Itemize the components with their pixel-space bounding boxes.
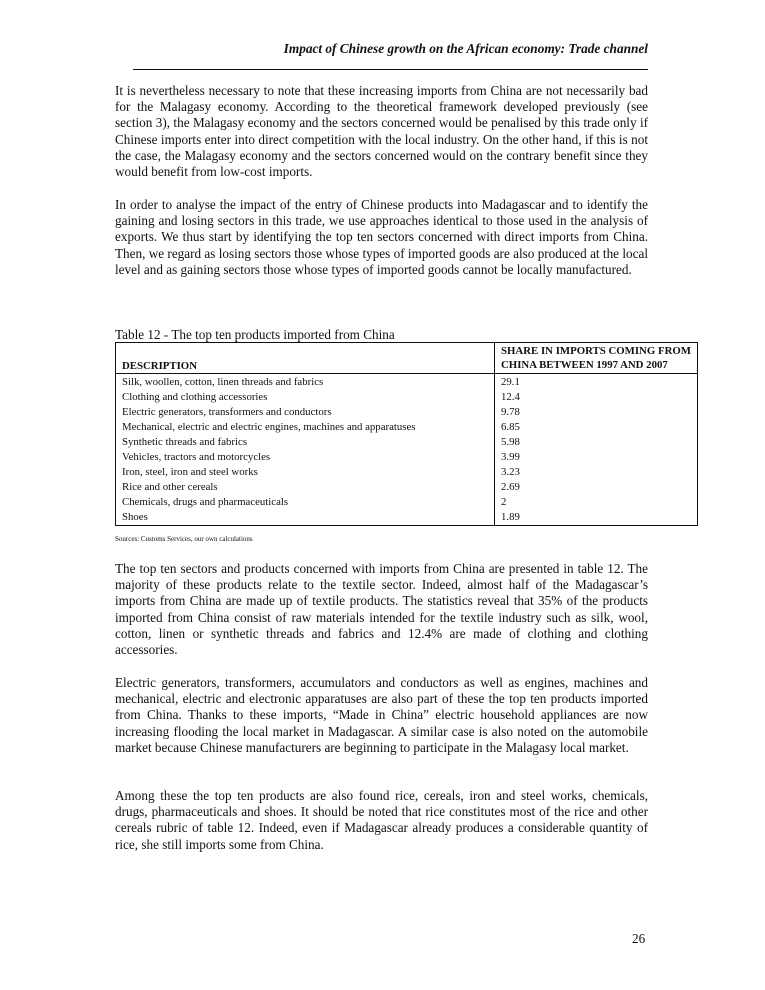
- paragraph-4: Electric generators, transformers, accumulators and conductors as well as engines, machines and mechanical, electric and electronic apparatuses are also part of these the top ten products imported from China. Thanks to these imports, “Made in China” electric household appliances are now increasing flooding the local market in Madagascar. A similar case is also noted on the automobile market because Chinese manufacturers are beginning to participate in the Malagasy local market.: [115, 675, 648, 755]
- table-row: [116, 495, 698, 510]
- row-description: Chemicals, drugs and pharmaceuticals: [116, 495, 495, 510]
- table-row: [116, 480, 698, 495]
- row-description: Mechanical, electric and electric engines, machines and apparatuses: [116, 420, 495, 435]
- table-sources-note: Sources: Customs Services, our own calculations: [115, 535, 253, 543]
- row-description: Electric generators, transformers and conductors: [116, 405, 495, 420]
- imports-table: [115, 342, 698, 526]
- row-description: Clothing and clothing accessories: [116, 390, 495, 405]
- table-row: [116, 420, 698, 435]
- table-header-row: [116, 343, 698, 374]
- paragraph-1: It is nevertheless necessary to note that these increasing imports from China are not necessarily bad for the Malagasy economy. According to the theoretical framework developed previously (see section 3), the Malagasy economy and the sectors concerned would be penalised by this trade only if Chinese imports enter into direct competition with the local industry. On the other hand, if this is not the case, the Malagasy economy and the sectors concerned would on the contrary benefit since they would benefit from low-cost imports.: [115, 83, 648, 180]
- row-share: 2.69: [495, 480, 698, 495]
- row-share: 9.78: [495, 405, 698, 420]
- row-share: 29.1: [495, 374, 698, 390]
- row-share: 12.4: [495, 390, 698, 405]
- row-description: Rice and other cereals: [116, 480, 495, 495]
- row-share: 5.98: [495, 435, 698, 450]
- row-description: Vehicles, tractors and motorcycles: [116, 450, 495, 465]
- table-row: [116, 510, 698, 526]
- row-share: 1.89: [495, 510, 698, 526]
- table-row: [116, 435, 698, 450]
- table-row: [116, 405, 698, 420]
- table-row: [116, 450, 698, 465]
- column-header-share: SHARE IN IMPORTS COMING FROM CHINA BETWEEN 1997 AND 2007: [495, 343, 698, 374]
- column-header-description: DESCRIPTION: [116, 343, 495, 374]
- table-row: [116, 390, 698, 405]
- row-description: Shoes: [116, 510, 495, 526]
- paragraph-2: In order to analyse the impact of the entry of Chinese products into Madagascar and to identify the gaining and losing sectors in this trade, we use approaches identical to those used in the analysis of exports. We thus start by identifying the top ten sectors concerned with direct imports from China. Then, we regard as losing sectors those whose types of imported goods are also produced at the local level and as gaining sectors those whose types of imported goods cannot be locally manufactured.: [115, 197, 648, 277]
- table-row: [116, 465, 698, 480]
- row-description: Iron, steel, iron and steel works: [116, 465, 495, 480]
- paragraph-3: The top ten sectors and products concerned with imports from China are presented in table 12. The majority of these products relate to the textile sector. Indeed, almost half of the Madagascar’s imports from China are made up of textile products. The statistics reveal that 35% of the products imported from China consist of raw materials intended for the textile industry such as silk, wool, cotton, linen or synthetic threads and fabrics and 12.4% are made of clothing and clothing accessories.: [115, 561, 648, 658]
- row-description: Synthetic threads and fabrics: [116, 435, 495, 450]
- header-rule: [133, 69, 648, 70]
- page-number: 26: [632, 931, 646, 946]
- row-share: 3.23: [495, 465, 698, 480]
- paragraph-5: Among these the top ten products are also found rice, cereals, iron and steel works, chemicals, drugs, pharmaceuticals and shoes. It should be noted that rice constitutes most of the rice and other cereals rubric of table 12. Indeed, even if Madagascar already produces a considerable quantity of rice, she still imports some from China.: [115, 788, 648, 852]
- table-caption: Table 12 - The top ten products imported from China: [115, 327, 395, 342]
- row-share: 6.85: [495, 420, 698, 435]
- table-row: [116, 374, 698, 390]
- row-share: 2: [495, 495, 698, 510]
- row-share: 3.99: [495, 450, 698, 465]
- running-header: Impact of Chinese growth on the African economy: Trade channel: [283, 41, 648, 56]
- row-description: Silk, woollen, cotton, linen threads and fabrics: [116, 374, 495, 390]
